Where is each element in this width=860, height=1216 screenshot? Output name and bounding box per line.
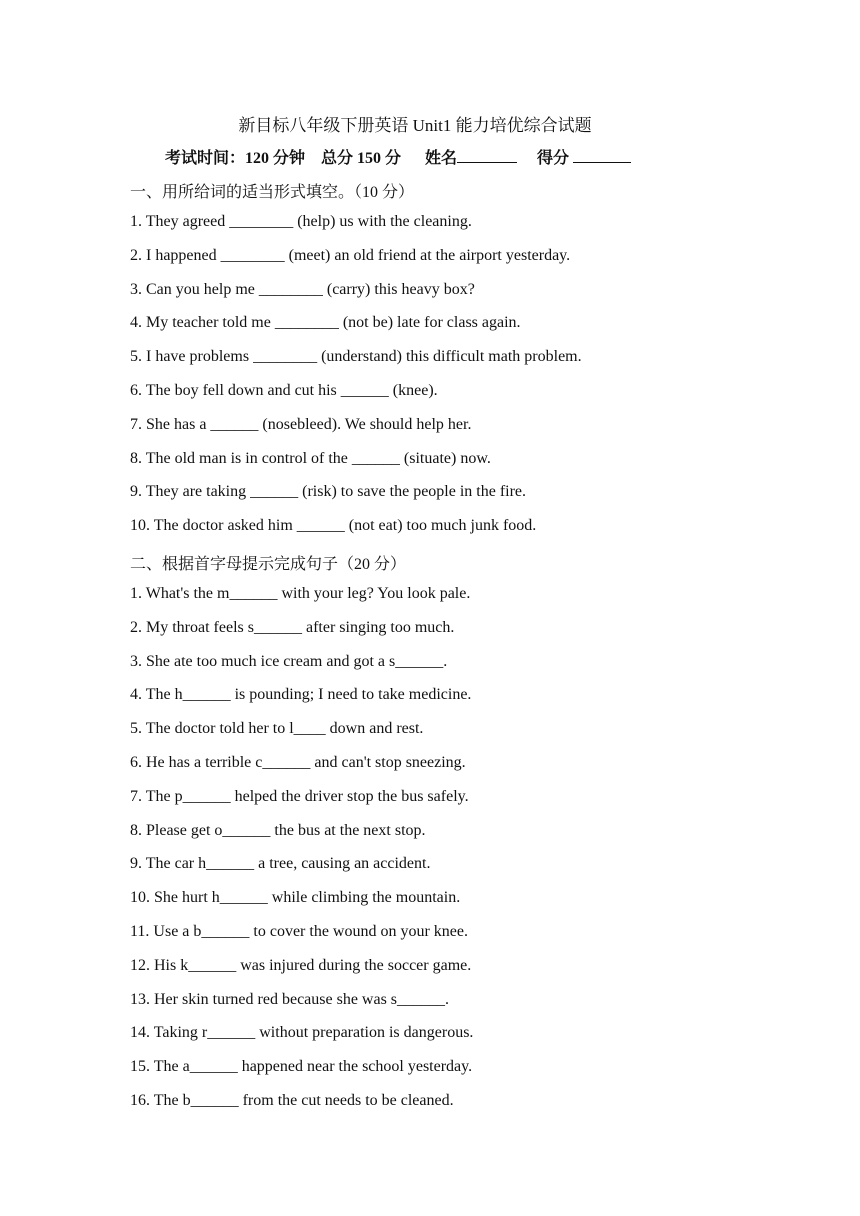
question-item: 15. The a______ happened near the school yesterday. xyxy=(130,1058,473,1076)
question-item: 7. The p______ helped the driver stop the bus safely. xyxy=(130,787,469,805)
question-item: 2. I happened ________ (meet) an old friend at the airport yesterday. xyxy=(130,246,571,264)
question-item: 8. Please get o______ the bus at the next stop. xyxy=(130,821,426,839)
question-item: 9. The car h______ a tree, causing an accident. xyxy=(130,855,431,873)
question-item: 11. Use a b______ to cover the wound on your knee. xyxy=(130,923,468,940)
question-item: 12. His k______ was injured during the soccer game. xyxy=(130,956,472,974)
question-item: 3. Can you help me ________ (carry) this heavy box? xyxy=(130,280,475,298)
question-item: 4. My teacher told me ________ (not be) late for class again. xyxy=(130,314,521,332)
exam-info-line xyxy=(165,145,631,168)
page-title: 新目标八年级下册英语 Unit1 能力培优综合试题 xyxy=(238,116,592,135)
score-label: 得分 xyxy=(537,150,570,167)
question-item: 10. She hurt h______ while climbing the mountain. xyxy=(130,889,461,907)
question-item: 6. He has a terrible c______ and can't stop sneezing. xyxy=(130,754,466,771)
question-item: 10. The doctor asked him ______ (not eat) too much junk food. xyxy=(130,517,537,535)
question-item: 13. Her skin turned red because she was s______. xyxy=(130,990,450,1008)
question-item: 8. The old man is in control of the ______ (situate) now. xyxy=(130,449,491,467)
score-blank[interactable] xyxy=(573,148,631,163)
question-item: 1. They agreed ________ (help) us with the cleaning. xyxy=(130,213,472,230)
name-label: 姓名 xyxy=(425,150,458,167)
question-item: 1. What's the m______ with your leg? You look pale. xyxy=(130,585,471,602)
total-score: 总分 150 分 xyxy=(321,150,402,167)
question-item: 7. She has a ______ (nosebleed). We should help her. xyxy=(130,415,472,433)
question-item: 3. She ate too much ice cream and got a s______. xyxy=(130,652,448,670)
section-1-heading: 一、用所给词的适当形式填空。（10 分） xyxy=(130,184,415,201)
name-blank[interactable] xyxy=(457,148,517,163)
section-2-heading: 二、根据首字母提示完成句子（20 分） xyxy=(130,556,407,573)
exam-time: 考试时间：120 分钟 xyxy=(165,150,306,167)
question-item: 4. The h______ is pounding; I need to take medicine. xyxy=(130,686,472,704)
question-item: 16. The b______ from the cut needs to be cleaned. xyxy=(130,1092,454,1109)
question-item: 5. I have problems ________ (understand) this difficult math problem. xyxy=(130,348,582,366)
question-item: 2. My throat feels s______ after singing too much. xyxy=(130,618,455,636)
question-item: 5. The doctor told her to l____ down and rest. xyxy=(130,720,424,738)
question-item: 9. They are taking ______ (risk) to save the people in the fire. xyxy=(130,483,527,501)
question-item: 6. The boy fell down and cut his ______ (knee). xyxy=(130,382,438,399)
question-item: 14. Taking r______ without preparation is dangerous. xyxy=(130,1024,474,1042)
